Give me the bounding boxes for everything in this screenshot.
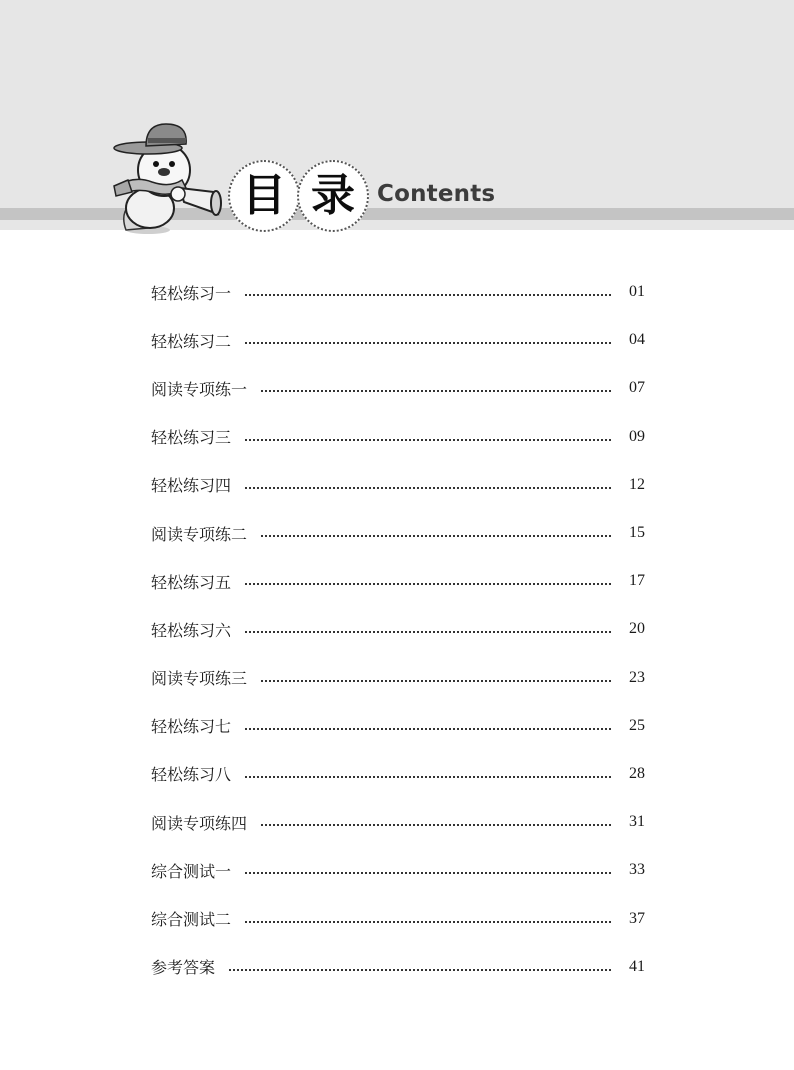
toc-row[interactable] [151, 894, 645, 942]
toc-leader [245, 872, 611, 874]
toc-row[interactable] [151, 798, 645, 846]
toc-leader [245, 583, 611, 585]
toc-leader [245, 439, 611, 441]
toc-label: 轻松练习七 [151, 717, 232, 737]
toc-page-number: 07 [629, 379, 645, 397]
toc-page-number: 25 [629, 716, 645, 734]
title-char: 录 [311, 170, 355, 221]
toc-row[interactable] [151, 461, 645, 509]
toc-leader [261, 824, 611, 826]
toc-leader [245, 631, 611, 633]
toc-label: 阅读专项练一 [151, 379, 248, 399]
toc-page-number: 15 [629, 524, 645, 542]
toc-label: 阅读专项练二 [151, 524, 248, 544]
toc-row[interactable] [151, 364, 645, 412]
toc-label: 阅读专项练四 [151, 813, 248, 833]
toc-row[interactable] [151, 750, 645, 798]
toc-label: 综合测试一 [151, 861, 232, 881]
toc-row[interactable] [151, 943, 645, 991]
toc-page-number: 17 [629, 572, 645, 590]
toc-leader [245, 921, 611, 923]
toc-row[interactable] [151, 268, 645, 316]
toc-page-number: 41 [629, 957, 645, 975]
toc-leader [245, 294, 611, 296]
title-char-circle [297, 160, 369, 232]
toc-label: 综合测试二 [151, 910, 232, 930]
toc-label: 轻松练习八 [151, 765, 232, 785]
table-of-contents [151, 268, 645, 991]
toc-page-number: 04 [629, 331, 645, 349]
toc-label: 参考答案 [151, 958, 216, 978]
toc-leader [261, 680, 611, 682]
toc-row[interactable] [151, 605, 645, 653]
toc-row[interactable] [151, 846, 645, 894]
toc-row[interactable] [151, 654, 645, 702]
toc-label: 轻松练习三 [151, 428, 232, 448]
toc-leader [229, 969, 611, 971]
toc-leader [245, 728, 611, 730]
toc-page-number: 28 [629, 764, 645, 782]
toc-label: 轻松练习一 [151, 283, 232, 303]
toc-page-number: 20 [629, 620, 645, 638]
toc-leader [245, 776, 611, 778]
toc-row[interactable] [151, 413, 645, 461]
toc-row[interactable] [151, 702, 645, 750]
snowman-mascot-icon [108, 118, 228, 236]
page-subtitle: Contents [377, 181, 496, 207]
toc-label: 轻松练习六 [151, 620, 232, 640]
toc-page-number: 01 [629, 283, 645, 301]
toc-row[interactable] [151, 316, 645, 364]
toc-leader [261, 390, 611, 392]
toc-page-number: 09 [629, 427, 645, 445]
title-char-circle [228, 160, 300, 232]
toc-page-number: 37 [629, 909, 645, 927]
title-char: 目 [242, 170, 286, 221]
toc-label: 轻松练习二 [151, 331, 232, 351]
toc-row[interactable] [151, 557, 645, 605]
toc-label: 轻松练习五 [151, 572, 232, 592]
toc-row[interactable] [151, 509, 645, 557]
toc-page-number: 31 [629, 813, 645, 831]
toc-leader [245, 487, 611, 489]
toc-label: 轻松练习四 [151, 476, 232, 496]
toc-page-number: 12 [629, 475, 645, 493]
toc-leader [261, 535, 611, 537]
toc-page-number: 33 [629, 861, 645, 879]
toc-leader [245, 342, 611, 344]
toc-label: 阅读专项练三 [151, 669, 248, 689]
toc-page-number: 23 [629, 668, 645, 686]
